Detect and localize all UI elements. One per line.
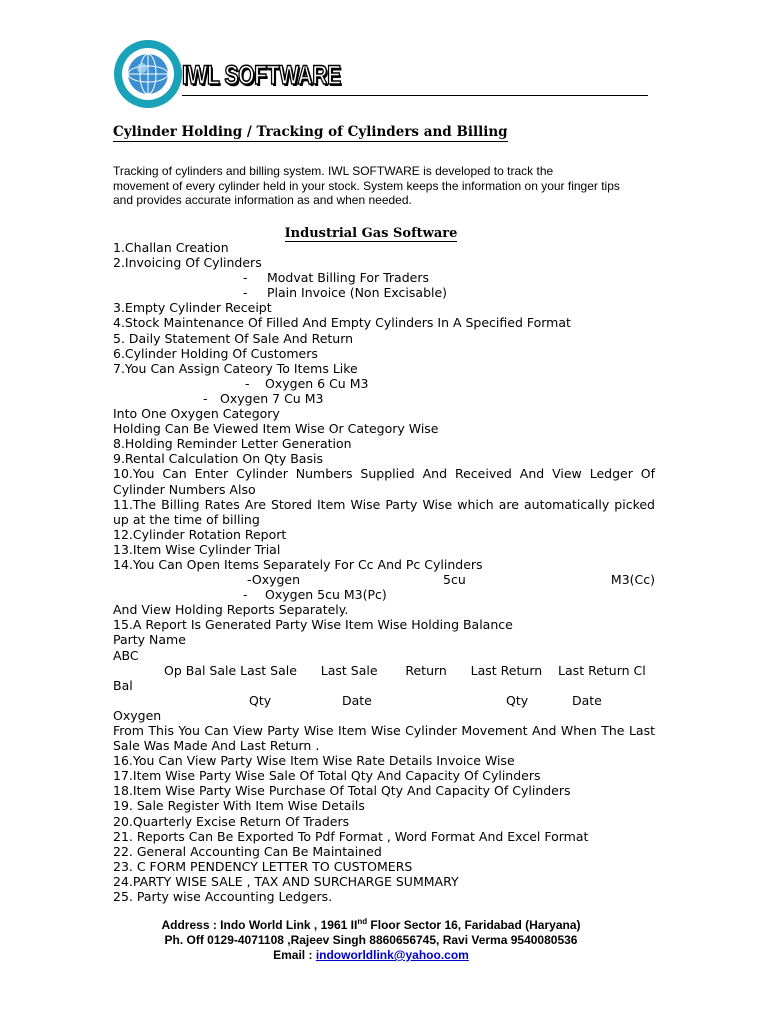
list-item: 15.A Report Is Generated Party Wise Item Wise Holding Balance <box>113 617 513 633</box>
list-item: 4.Stock Maintenance Of Filled And Empty Cylinders In A Specified Format <box>113 315 571 331</box>
list-item: 23. C FORM PENDENCY LETTER TO CUSTOMERS <box>113 858 413 874</box>
list-item: And View Holding Reports Separately. <box>113 602 349 618</box>
list-item: Sale Was Made And Last Return . <box>113 738 320 754</box>
list-item: 2.Invoicing Of Cylinders <box>113 255 262 271</box>
report-header-row: Bal <box>113 677 133 693</box>
list-item: 22. General Accounting Can Be Maintained <box>113 843 382 859</box>
list-item: 17.Item Wise Party Wise Sale Of Total Qty And Capacity Of Cylinders <box>113 768 541 784</box>
list-item: 21. Reports Can Be Exported To Pdf Format , Word Format And Excel Format <box>113 828 589 844</box>
list-item: 14.You Can Open Items Separately For Cc And Pc Cylinders <box>113 556 483 572</box>
sub-item: - Oxygen 5cu M3(Pc) <box>243 587 387 603</box>
list-item: 16.You Can View Party Wise Item Wise Rate Details Invoice Wise <box>113 753 515 769</box>
list-item: 20.Quarterly Excise Return Of Traders <box>113 813 350 829</box>
email-link[interactable]: indoworldlink@yahoo.com <box>315 948 469 962</box>
list-item: 8.Holding Reminder Letter Generation <box>113 436 352 452</box>
feature-list <box>113 240 655 904</box>
intro-line: and provides accurate information as and when needed. <box>113 193 412 207</box>
document-title: Cylinder Holding / Tracking of Cylinders and Billing <box>113 124 508 140</box>
list-item: 25. Party wise Accounting Ledgers. <box>113 889 333 905</box>
list-item: Cylinder Numbers Also <box>113 481 256 497</box>
intro-paragraph <box>113 164 653 208</box>
sub-item: - Oxygen 6 Cu M3 <box>245 375 369 391</box>
list-item: 5. Daily Statement Of Sale And Return <box>113 330 354 346</box>
list-item: 6.Cylinder Holding Of Customers <box>113 345 318 361</box>
brand-name: IWL SOFTWARE <box>182 60 341 90</box>
list-item: 7.You Can Assign Cateory To Items Like <box>113 360 358 376</box>
sub-item: - Modvat Billing For Traders <box>243 270 429 286</box>
address-line: Address : Indo World Link , 1961 IInd Floor Sector 16, Faridabad (Haryana) <box>161 917 581 932</box>
report-row: Oxygen <box>113 707 162 723</box>
report-header-row: Op Bal Sale Last Sale Last Sale Return Last Return Last Return Cl <box>164 662 646 678</box>
list-item: 13.Item Wise Cylinder Trial <box>113 541 281 557</box>
iwl-globe-logo-icon <box>112 38 184 110</box>
report-header-row: Qty Date Qty Date <box>249 692 602 708</box>
report-label: ABC <box>113 647 139 663</box>
list-item: 9.Rental Calculation On Qty Basis <box>113 451 323 467</box>
sub-item: -Oxygen 5cu M3(Cc) <box>247 572 655 588</box>
list-item: 12.Cylinder Rotation Report <box>113 526 287 542</box>
intro-line: movement of every cylinder held in your stock. System keeps the information on your finger tips <box>113 178 620 193</box>
list-item: 3.Empty Cylinder Receipt <box>113 300 272 316</box>
header-rule <box>182 95 648 96</box>
section-title: Industrial Gas Software <box>284 226 458 241</box>
list-item: 11.The Billing Rates Are Stored Item Wise Party Wise which are automatically picked <box>113 496 655 512</box>
report-label: Party Name <box>113 632 186 648</box>
list-item: Into One Oxygen Category <box>113 406 280 422</box>
list-item: 1.Challan Creation <box>113 240 229 255</box>
sub-item: - Plain Invoice (Non Excisable) <box>243 285 448 301</box>
list-item: 24.PARTY WISE SALE , TAX AND SURCHARGE SUMMARY <box>113 873 459 889</box>
list-item: up at the time of billing <box>113 511 260 527</box>
list-item: Holding Can Be Viewed Item Wise Or Category Wise <box>113 421 439 437</box>
contact-footer <box>0 918 742 963</box>
list-item: 19. Sale Register With Item Wise Details <box>113 798 365 814</box>
email-line: Email : indoworldlink@yahoo.com <box>273 948 469 962</box>
list-item: 10.You Can Enter Cylinder Numbers Supplied And Received And View Ledger Of <box>113 466 655 482</box>
list-item: From This You Can View Party Wise Item Wise Cylinder Movement And When The Last <box>113 723 655 738</box>
intro-line: Tracking of cylinders and billing system. IWL SOFTWARE is developed to track the <box>113 164 554 178</box>
phone-line: Ph. Off 0129-4071108 ,Rajeev Singh 8860656745, Ravi Verma 9540080536 <box>164 933 578 947</box>
list-item: 18.Item Wise Party Wise Purchase Of Total Qty And Capacity Of Cylinders <box>113 783 571 799</box>
sub-item: - Oxygen 7 Cu M3 <box>203 390 324 406</box>
